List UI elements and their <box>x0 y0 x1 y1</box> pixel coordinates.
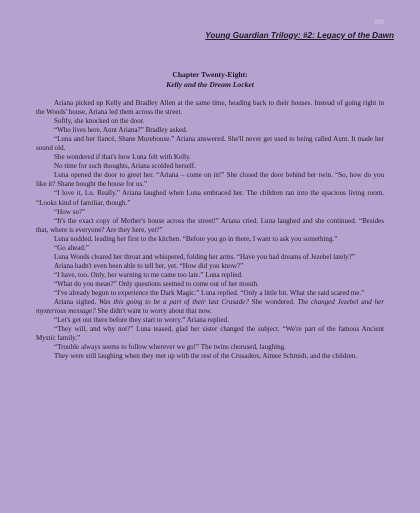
chapter-title: Chapter Twenty-Eight: <box>172 70 248 79</box>
paragraph <box>36 117 384 126</box>
paragraph <box>36 99 384 117</box>
running-header: Young Guardian Trilogy: #2: Legacy of the Dawn <box>205 31 394 40</box>
paragraph <box>36 343 384 352</box>
paragraph <box>36 171 384 189</box>
paragraph <box>36 153 384 162</box>
text-run: “How so?” <box>54 207 86 216</box>
text-run: “I have, too. Only, her warning to me came too late.” Luna replied. <box>54 270 243 279</box>
text-run: Luna Woods cleared her throat and whispered, folding her arms. “Have you had dreams of Jezebel lately?” <box>54 252 356 261</box>
text-run: Luna opened the door to greet her. “Ariana – come on in!” She closed the door behind her twin. “So, how do you like it? Shane bought the house for us.” <box>36 171 384 189</box>
paragraph <box>36 135 384 153</box>
text-run: Ariana sighed. <box>54 298 100 307</box>
paragraph <box>36 208 384 217</box>
italic-text: The changed Jezebel and her mysterious message? <box>36 298 385 316</box>
paragraph <box>36 235 384 244</box>
text-run: “Trouble always seems to follow wherever we go!” The twins chorused, laughing. <box>54 343 286 352</box>
text-run: She wondered if that's how Luna felt with Kelly. <box>54 153 191 162</box>
paragraph <box>36 244 384 253</box>
text-run: Softly, she knocked on the door. <box>54 117 145 126</box>
paragraph <box>36 271 384 280</box>
text-run: She didn't want to worry about that now. <box>95 307 212 316</box>
text-run: “Let's get out there before they start to worry.” Ariana replied. <box>54 316 229 325</box>
italic-text: Was this going to be a part of their last Crusade? <box>99 298 249 307</box>
paragraph <box>36 126 384 135</box>
text-run: “Go ahead.” <box>54 243 89 252</box>
page-number: 285 <box>373 20 384 26</box>
paragraph <box>36 352 384 361</box>
paragraph <box>36 298 384 316</box>
paragraph <box>36 289 384 298</box>
text-run: Ariana hadn't even been able to tell her, yet. “How did you know?” <box>54 261 244 270</box>
chapter-body <box>36 99 384 361</box>
chapter-heading <box>0 70 420 90</box>
paragraph <box>36 189 384 207</box>
text-run: She wondered. <box>248 298 298 307</box>
text-run: “They will, and why not?” Luna teased, glad her sister changed the subject. “We're part of the famous Ancient Mystic family.” <box>36 325 384 343</box>
paragraph <box>36 162 384 171</box>
text-run: Ariana picked up Kelly and Bradley Allen at the same time, heading back to their houses. Instead of going right in the Woods' house, Ariana led them across the street. <box>36 99 384 117</box>
paragraph <box>36 217 384 235</box>
paragraph <box>36 253 384 262</box>
text-run: “It's the exact copy of Mother's house across the street!” Ariana cried. Luna laughed and she continued. “Besides that, where is everyone? Are they here, yet?” <box>36 216 384 234</box>
paragraph <box>36 262 384 271</box>
text-run: “Who lives here, Aunt Ariana?” Bradley asked. <box>54 126 188 135</box>
text-run: They were still laughing when they met up with the rest of the Crusaders, Aimee Schmidt, and the children. <box>54 352 358 361</box>
paragraph <box>36 280 384 289</box>
chapter-subtitle: Kelly and the Dream Locket <box>166 80 254 89</box>
text-run: “What do you mean?” Only questions seemed to come out of her mouth. <box>54 279 259 288</box>
text-run: No time for such thoughts, Ariana scolded herself. <box>54 162 196 171</box>
paragraph <box>36 325 384 343</box>
paragraph <box>36 316 384 325</box>
text-run: “I love it, Lu. Really.” Ariana laughed when Luna embraced her. The children ran into the spacious living room. “Looks kind of familiar, though.” <box>36 189 384 207</box>
text-run: Luna nodded, leading her first to the kitchen. “Before you go in there, I want to ask you something.” <box>54 234 338 243</box>
text-run: “Luna and her fiancé, Shane Morehouse.” Ariana answered. She'll never get used to being called Aunt. It made her sound old. <box>36 135 384 153</box>
text-run: “I've already begun to experience the Dark Magic.” Luna replied. “Only a little bit. What she said scared me.” <box>54 288 365 297</box>
